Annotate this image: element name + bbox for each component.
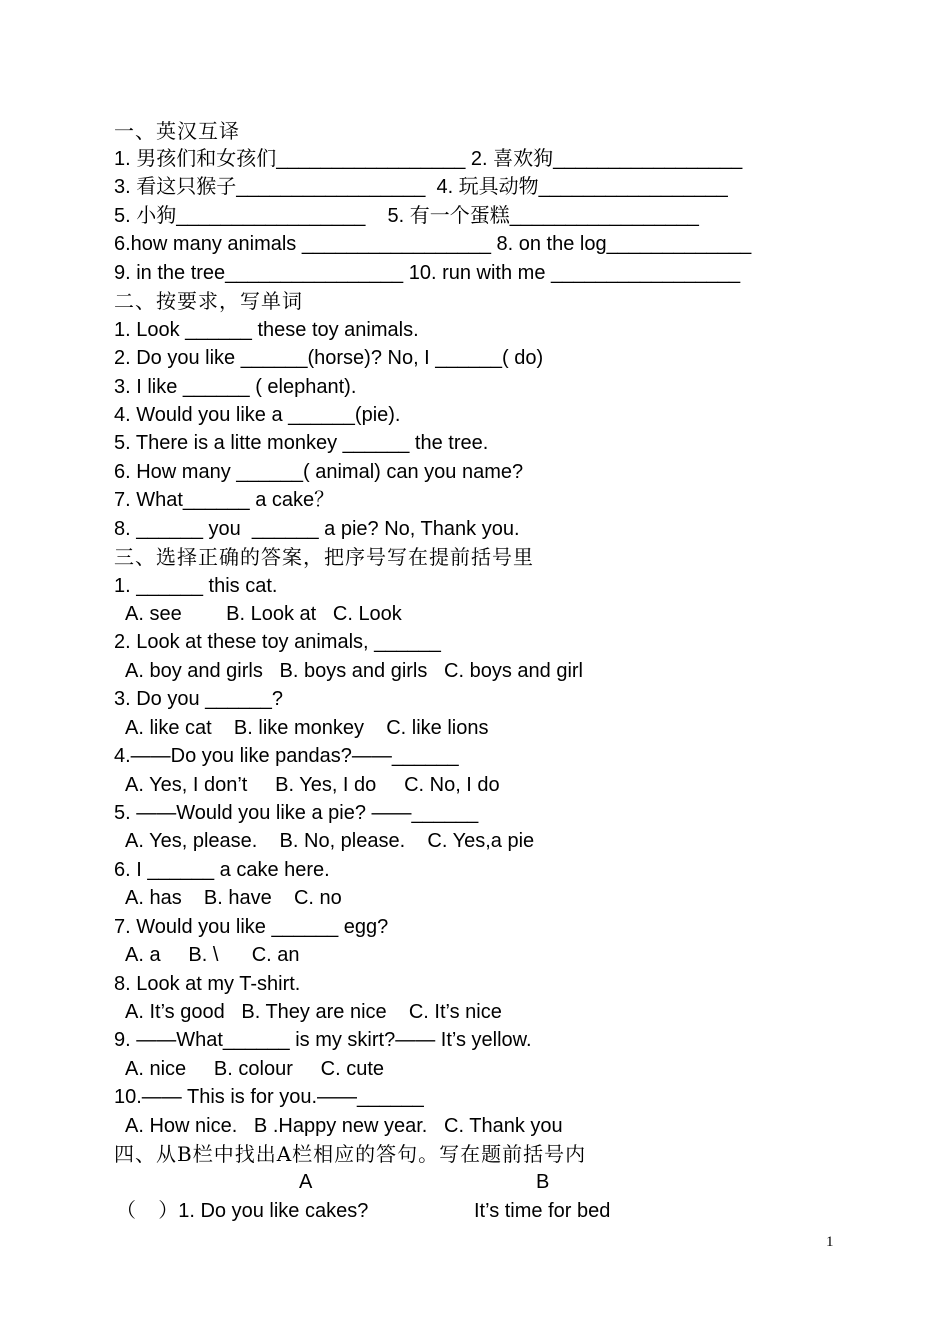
section1-line: 5. 小狗_________________ 5. 有一个蛋糕_________________	[114, 205, 699, 227]
section2-line: 4. Would you like a ______(pie).	[114, 404, 401, 426]
section2-line: 8. ______ you ______ a pie? No, Thank you.	[114, 518, 520, 540]
column-b-header: B	[536, 1171, 550, 1193]
question-3: 3. Do you ______?	[114, 688, 284, 710]
question-1: 1. ______ this cat.	[114, 575, 278, 597]
question-5-options: A. Yes, please. B. No, please. C. Yes,a pie	[125, 830, 535, 852]
section4-title: 四、从B栏中找出A栏相应的答句。写在题前括号内	[114, 1142, 587, 1166]
section2-line: 7. What______ a cake？	[114, 489, 335, 511]
page-number: 1	[826, 1234, 834, 1250]
question-4-options: A. Yes, I don’t B. Yes, I do C. No, I do	[125, 774, 500, 796]
question-8-options: A. It’s good B. They are nice C. It’s nice	[125, 1001, 502, 1023]
question-6-options: A. has B. have C. no	[125, 887, 342, 909]
question-10-options: A. How nice. B .Happy new year. C. Thank you	[125, 1115, 563, 1137]
section1-line: 9. in the tree________________ 10. run with me _________________	[114, 262, 741, 284]
question-4: 4.——Do you like pandas?——______	[114, 745, 459, 767]
section1-line: 6.how many animals _________________ 8. on the log_____________	[114, 233, 752, 255]
question-8: 8. Look at my T-shirt.	[114, 973, 301, 995]
section1-line: 1. 男孩们和女孩们_________________ 2. 喜欢狗_________________	[114, 148, 743, 170]
question-5: 5. ——Would you like a pie? ——______	[114, 802, 479, 824]
question-2: 2. Look at these toy animals, ______	[114, 631, 441, 653]
question-7: 7. Would you like ______ egg?	[114, 916, 389, 938]
question-10: 10.—— This is for you.——______	[114, 1086, 424, 1108]
question-7-options: A. a B. \ C. an	[125, 944, 300, 966]
section2-title: 二、按要求，写单词	[114, 289, 303, 313]
section3-title: 三、选择正确的答案，把序号写在提前括号里	[114, 545, 534, 569]
question-3-options: A. like cat B. like monkey C. like lions	[125, 717, 489, 739]
question-9-options: A. nice B. colour C. cute	[125, 1058, 384, 1080]
question-1-options: A. see B. Look at C. Look	[125, 603, 402, 625]
section2-line: 1. Look ______ these toy animals.	[114, 319, 419, 341]
match-row-right: It’s time for bed	[474, 1200, 611, 1222]
section2-line: 6. How many ______( animal) can you name?	[114, 461, 524, 483]
match-row-left: （ ）1. Do you like cakes?	[116, 1200, 369, 1222]
section2-line: 3. I like ______ ( elephant).	[114, 376, 357, 398]
question-6: 6. I ______ a cake here.	[114, 859, 330, 881]
question-2-options: A. boy and girls B. boys and girls C. boys and girl	[125, 660, 583, 682]
section1-line: 3. 看这只猴子_________________ 4. 玩具动物_________________	[114, 176, 728, 198]
section1-title: 一、英汉互译	[114, 119, 240, 143]
section2-line: 5. There is a litte monkey ______ the tree.	[114, 432, 489, 454]
section2-line: 2. Do you like ______(horse)? No, I ______( do)	[114, 347, 544, 369]
column-a-header: A	[299, 1171, 313, 1193]
question-9: 9. ——What______ is my skirt?—— It’s yellow.	[114, 1029, 532, 1051]
